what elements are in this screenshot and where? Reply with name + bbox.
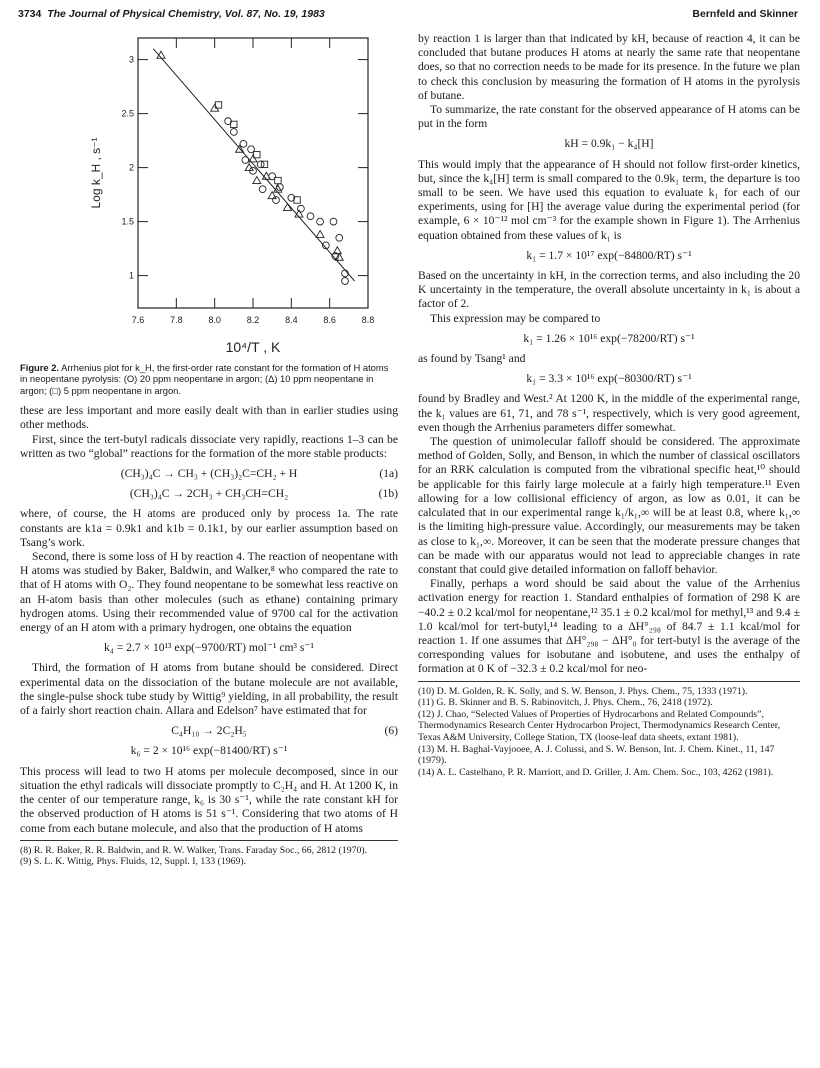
x-tick-label: 7.8 bbox=[170, 315, 183, 325]
equation-6 bbox=[20, 724, 398, 738]
figure-label: Figure 2. bbox=[20, 362, 60, 373]
paragraph: The question of unimolecular falloff should be considered. The approximate method of Golden, Solly, and Benson, in which the number of classical oscillators for an RRK calculation is computed from the vibrational specific heat,¹⁰ should be applicable for this fairly large molecule at a fairly high temperature.¹¹ Even allowing for a low collisional efficiency of argon, as low as 0.01, it can be calculated that in our experimental range k₁/k₁,∞ will be at least 0.8, where k₁,∞ is the limiting high-pressure value. Accordingly, our measurements may be taken as close to k₁,∞. Moreover, it can be seen that the moderate pressure changes that can be made with our apparatus would not lead to appreciable changes in rate constant that could give detailed information on falloff behavior. bbox=[418, 435, 800, 576]
paragraph: Third, the formation of H atoms from butane should be considered. Direct experimental data on the dissociation of the butane molecule are not available, the single-pulse shock tube study by Wittig⁹ yielding, in all probability, the result of a fairly short reaction chain. Allara and Edelson⁷ have estimated that for bbox=[20, 661, 398, 718]
paragraph: Based on the uncertainty in kH, in the correction terms, and also including the 20 K uncertainty in the temperature, the overall absolute uncertainty in k₁ is about a factor of 2. bbox=[418, 269, 800, 311]
x-axis-label: 10⁴/T , K bbox=[225, 339, 281, 355]
footnote-8: (8) R. R. Baker, R. R. Baldwin, and R. W. Walker, Trans. Faraday Soc., 66, 2812 (1970). bbox=[20, 844, 368, 856]
equation-kH: kH = 0.9k₁ − k₄[H] bbox=[564, 137, 654, 151]
paragraph: found by Bradley and West.² At 1200 K, in the middle of the experimental range, the k₁ values are 61, 71, and 78 s⁻¹, respectively, which is very good agreement, even though the Arrhenius parameters differ somewhat. bbox=[418, 392, 800, 434]
data-point-triangle bbox=[211, 104, 219, 111]
data-point-triangle bbox=[316, 231, 324, 238]
page-number: 3734 bbox=[18, 8, 42, 20]
figure-caption-text: Arrhenius plot for k_H, the first-order rate constant for the formation of H atoms in neopentane pyrolysis: (O) 20 ppm neopentane in argon; (Δ) 10 ppm neopentane in argon; (□) 5 ppm neopentane in argon. bbox=[20, 362, 389, 396]
equation-text: (CH₃)₄C → 2CH₃ + CH₃CH=CH₂ bbox=[129, 487, 289, 501]
data-point-circle bbox=[257, 161, 264, 168]
fit-line bbox=[153, 49, 354, 281]
y-tick-label: 1.5 bbox=[121, 216, 134, 227]
equation-tsang: k₁ = 1.26 × 10¹⁶ exp(−78200/RT) s⁻¹ bbox=[523, 331, 695, 345]
left-column bbox=[20, 32, 398, 868]
data-point-circle bbox=[242, 157, 249, 164]
x-tick-label: 8.2 bbox=[246, 315, 260, 325]
header-left bbox=[18, 8, 325, 28]
equation-1a bbox=[20, 467, 398, 481]
paragraph: This would imply that the appearance of H should not follow first-order kinetics, but, since the k₄[H] term is small compared to the 0.9k₁ term, the departure is too small to be seen. We have used this equation to evaluate k₁ for each of our experiments, using for [H] the average value during the experimental period (for example, 6 × 10⁻¹² mol cm⁻³ for the example shown in Figure 1). The Arrhenius equation obtained from these values of k₁ is bbox=[418, 157, 800, 242]
data-point-circle bbox=[307, 213, 314, 220]
footnote-14: (14) A. L. Castelhano, P. R. Marriott, and D. Griller, J. Am. Chem. Soc., 103, 4262 (1981). bbox=[418, 766, 774, 778]
equation-number: (1a) bbox=[379, 467, 398, 481]
right-column bbox=[418, 32, 800, 778]
y-tick-label: 2.5 bbox=[121, 108, 134, 119]
equation-k1: k₁ = 1.7 × 10¹⁷ exp(−84800/RT) s⁻¹ bbox=[526, 248, 692, 262]
data-point-triangle bbox=[253, 177, 261, 184]
footnote-12: (12) J. Chao, “Selected Values of Properties of Hydrocarbons and Related Compounds”, Thermodynamics Research Center Hydrocarbon Project, Thermodynamics Research Center, Texas A&M University, College Station, TX (loose-leaf data sheets, extant 1981). bbox=[418, 708, 781, 743]
footnote-13: (13) M. H. Baghal-Vayjooee, A. J. Colussi, and S. W. Benson, Int. J. Chem. Kinet., 11, 147 (1979). bbox=[418, 743, 775, 767]
page-header bbox=[18, 8, 798, 28]
paragraph: where, of course, the H atoms are produced only by process 1a. The rate constants are k1a = 0.9k1 and k1b = 0.1k1, by our earlier assumption based on Tsang’s work. bbox=[20, 507, 398, 549]
x-tick-label: 8.0 bbox=[208, 315, 221, 325]
data-point-circle bbox=[336, 234, 343, 241]
data-point-triangle bbox=[245, 164, 253, 171]
data-point-triangle bbox=[268, 192, 276, 199]
paragraph: as found by Tsang¹ and bbox=[418, 352, 526, 366]
paragraph: these are less important and more easily dealt with than in earlier studies using other methods. bbox=[20, 404, 398, 432]
equation-text: C₄H₁₀ → 2C₂H₅ bbox=[171, 724, 247, 738]
header-authors: Bernfeld and Skinner bbox=[692, 8, 798, 20]
paragraph: This expression may be compared to bbox=[430, 311, 601, 325]
x-tick-label: 8.4 bbox=[285, 315, 298, 325]
x-tick-label: 7.6 bbox=[131, 315, 145, 325]
arrhenius-plot bbox=[20, 32, 398, 362]
footnote-10: (10) D. M. Golden, R. K. Solly, and S. W. Benson, J. Phys. Chem., 75, 1333 (1971). bbox=[418, 685, 748, 697]
data-point-circle bbox=[330, 218, 337, 225]
journal-name: The Journal of Physical Chemistry, Vol. 87, No. 19, 1983 bbox=[47, 8, 325, 20]
equation-text: (CH₃)₄C → CH₃ + (CH₃)₂C=CH₂ + H bbox=[120, 467, 298, 481]
data-point-circle bbox=[317, 218, 324, 225]
equation-6-rate: k₆ = 2 × 10¹⁶ exp(−81400/RT) s⁻¹ bbox=[130, 744, 288, 758]
footnote-rule bbox=[418, 681, 800, 682]
footnote-rule bbox=[20, 840, 398, 841]
footnote-9: (9) S. L. K. Wittig, Phys. Fluids, 12, Suppl. I, 133 (1969). bbox=[20, 856, 247, 868]
data-point-circle bbox=[230, 129, 237, 136]
footnote-11: (11) G. B. Skinner and B. S. Rabinovitch, J. Phys. Chem., 76, 2418 (1972). bbox=[418, 697, 713, 709]
x-tick-label: 8.8 bbox=[361, 315, 375, 325]
equation-bradley-west: k₁ = 3.3 × 10¹⁶ exp(−80300/RT) s⁻¹ bbox=[526, 372, 692, 386]
paragraph: This process will lead to two H atoms per molecule decomposed, since in our situation the ethyl radicals will dissociate promptly to C₂H₄ and H. At 1200 K, in the center of our temperature range, k₆ is 30 s⁻¹, while the rate constant kH for the observed production of H atoms is 51 s⁻¹. Considering that two atoms of H come from each butane molecule, and also that the production of H atoms bbox=[20, 764, 398, 835]
x-tick-label: 8.6 bbox=[323, 315, 336, 325]
equation-number: (6) bbox=[384, 724, 398, 738]
data-point-circle bbox=[240, 140, 247, 147]
y-tick-label: 3 bbox=[128, 54, 134, 65]
paragraph: First, since the tert-butyl radicals dissociate very rapidly, reactions 1–3 can be written as two “global” reactions for the formation of the more stable products: bbox=[20, 432, 398, 460]
paragraph: by reaction 1 is larger than that indicated by kH, because of reaction 4, it can be concluded that butane produces H atoms at nearly the same rate that neopentane does, so that no correction needs to be made for its presence. In the future we plan to check this conclusion by measuring the formation of H atoms in the pyrolysis of butane. bbox=[418, 32, 800, 102]
figure-caption bbox=[20, 362, 398, 396]
equation-1b bbox=[20, 487, 398, 501]
data-point-square bbox=[275, 177, 281, 183]
plot-frame bbox=[138, 38, 368, 308]
data-point-circle bbox=[342, 278, 349, 285]
y-axis-label: Log k_H , s⁻¹ bbox=[89, 137, 103, 209]
equation-4: k₄ = 2.7 × 10¹³ exp(−9700/RT) mol⁻¹ cm³ s⁻¹ bbox=[103, 641, 315, 655]
paragraph: To summarize, the rate constant for the observed appearance of H atoms can be put in the form bbox=[418, 103, 800, 131]
y-tick-label: 2 bbox=[128, 162, 134, 173]
equation-number: (1b) bbox=[378, 487, 398, 501]
figure-2 bbox=[20, 32, 398, 362]
data-point-circle bbox=[259, 186, 266, 193]
y-tick-label: 1 bbox=[128, 270, 134, 281]
paragraph: Finally, perhaps a word should be said about the value of the Arrhenius activation energy for reaction 1. Standard enthalpies of formation of 298 K are −40.2 ± 0.2 kcal/mol for neopentane,¹² 35.1 ± 0.2 kcal/mol for methyl,¹³ and 9.4 ± 1.0 kcal/mol for tert-butyl,¹⁴ leading to a ΔH°₂₉₈ of 84.7 ± 1.1 kcal/mol for reaction 1. If one assumes that ΔH°₂₉₈ − ΔH°₀ for tert-butyl is the average of the corresponding values for isobutane and isobutene, and uses the enthalpy of formation at 0 K of −32.3 ± 0.2 kcal/mol for neo- bbox=[418, 577, 800, 676]
paragraph: Second, there is some loss of H by reaction 4. The reaction of neopentane with H atoms was studied by Baker, Baldwin, and Walker,⁸ who compared the rate to that of H atoms with O₂. They found neopentane to be somewhat less reactive on an H-atom basis than other molecules (such as ethane) containing primary hydrogen atoms. Using their recommended value of 9700 cal for the activation energy of an H atom with a primary hydrogen, one obtains the equation bbox=[20, 550, 398, 635]
